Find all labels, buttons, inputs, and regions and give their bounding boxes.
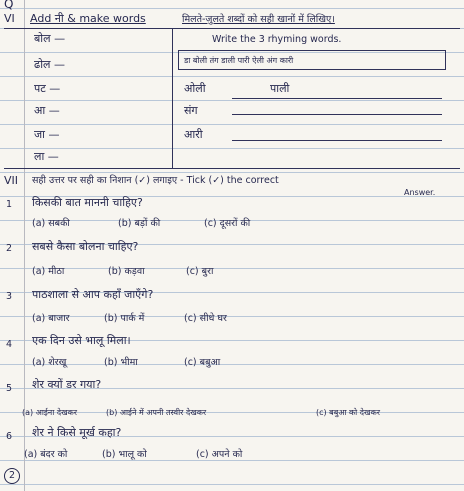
corner-mark: Q: [4, 0, 14, 11]
section-vii-number: VII: [4, 174, 19, 187]
section-vii-heading: सही उत्तर पर सही का निशान (✓) लगाइए - Tick (✓) the correct: [32, 175, 279, 186]
table-top-line: [4, 28, 460, 29]
option: (b) भीमा: [104, 357, 138, 368]
answer-word: संग: [184, 104, 198, 117]
option: (a) बाजार: [32, 313, 70, 324]
question-text: एक दिन उसे भालू मिला।: [32, 334, 131, 347]
option: (b) पार्क में: [104, 313, 145, 324]
option: (b) भालू को: [102, 449, 147, 460]
answer-line: [232, 140, 442, 141]
section-vi-heading-hi: मिलते-जुलते शब्दों को सही खानों में लिखिए।: [182, 14, 335, 25]
word-left: आ —: [34, 104, 60, 117]
question-text: शेर ने किसे मूर्ख कहा?: [32, 426, 122, 439]
word-left: ला —: [34, 150, 59, 163]
section-vi-number: VI: [4, 12, 15, 25]
ruled-line: [0, 76, 464, 77]
option: (b) कड़वा: [108, 266, 145, 277]
section-vi-heading-en: Add नी & make words: [30, 12, 146, 25]
option: (a) शेरखू: [32, 357, 67, 368]
question-number: 3: [6, 291, 13, 302]
ruled-line: [0, 8, 464, 9]
ruled-line: [0, 124, 464, 125]
option: (a) सबकी: [32, 218, 70, 229]
ruled-line: [0, 172, 464, 173]
option: (c) बुरा: [186, 266, 214, 277]
word-left: बोल —: [34, 32, 66, 45]
section-vii-heading-tail: Answer.: [404, 188, 436, 197]
table-divider: [172, 28, 173, 168]
option: (c) सीधे घर: [184, 313, 227, 324]
option: (a) मीठा: [32, 266, 65, 277]
answer-word: पाली: [270, 82, 290, 95]
answer-line: [232, 114, 442, 115]
option: (c) दूसरों की: [204, 218, 251, 229]
word-box-text: डा बोली तंग डाली पारी ऐली अंग कारी: [184, 56, 294, 65]
option: (a) आईना देखकर: [22, 408, 78, 417]
option: (a) बंदर को: [24, 449, 68, 460]
question-number: 4: [6, 339, 13, 350]
word-left: पट —: [34, 82, 61, 95]
option: (b) बड़ों की: [118, 218, 161, 229]
question-number: 5: [6, 383, 13, 394]
rhyme-instruction: Write the 3 rhyming words.: [212, 34, 342, 45]
word-left: जा —: [34, 128, 60, 141]
question-text: शेर क्यों डर गया?: [32, 378, 102, 391]
answer-word: ओली: [184, 82, 206, 95]
answer-line: [232, 98, 442, 99]
question-text: किसकी बात माननी चाहिए?: [32, 196, 143, 209]
ruled-line: [0, 364, 464, 365]
ruled-line: [0, 148, 464, 149]
page-number: 2: [4, 468, 20, 484]
question-text: सबसे कैसा बोलना चाहिए?: [32, 240, 139, 253]
question-number: 1: [6, 199, 13, 210]
question-text: पाठशाला से आप कहाँ जाएँगे?: [32, 288, 154, 301]
option: (c) बबुआ को देखकर: [316, 408, 381, 417]
answer-word: आरी: [184, 128, 203, 141]
option: (b) आईने में अपनी तस्वीर देखकर: [106, 408, 207, 417]
table-bottom-line: [4, 168, 460, 169]
ruled-line: [0, 268, 464, 269]
question-number: 2: [6, 243, 13, 254]
option: (c) अपने को: [196, 449, 243, 460]
word-left: ढोल —: [34, 58, 65, 71]
option: (c) बबुआ: [184, 357, 221, 368]
question-number: 6: [6, 431, 13, 442]
ruled-line: [0, 484, 464, 485]
ruled-line: [0, 100, 464, 101]
